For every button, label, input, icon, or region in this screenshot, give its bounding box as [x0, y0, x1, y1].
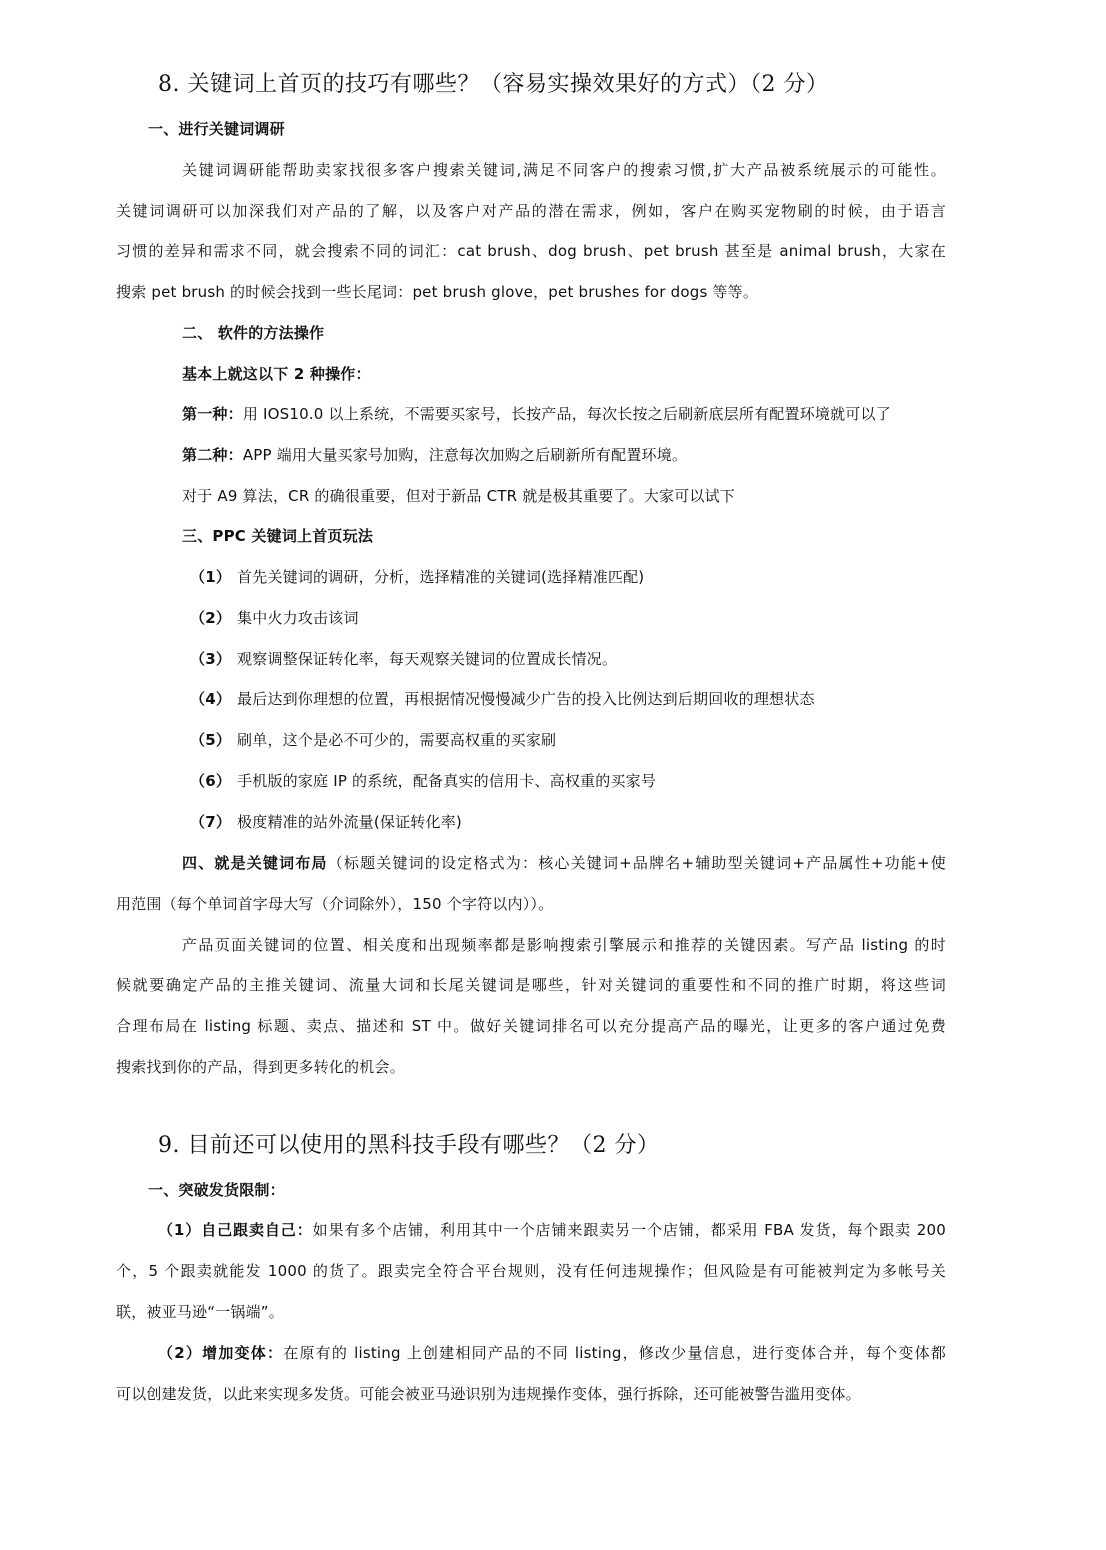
list-item-number: （6） — [190, 772, 232, 790]
list-item-text: 极度精准的站外流量(保证转化率) — [237, 813, 462, 831]
list-item-number: （4） — [190, 690, 232, 708]
q8-s1-para-line-2: 关键词调研可以加深我们对产品的了解，以及客户对产品的潜在需求，例如，客户在购买宠物刷的时候，由于语言 — [116, 202, 946, 220]
q9-point-1-text: 如果有多个店铺，利用其中一个店铺来跟卖另一个店铺，都采用 FBA 发货，每个跟卖 200 — [312, 1221, 946, 1239]
method-2-text: APP 端用大量买家号加购，注意每次加购之后刷新所有配置环境。 — [242, 446, 688, 464]
q8-section-4-line-2: 用范围（每个单词首字母大写（介词除外），150 个字符以内））。 — [116, 895, 554, 913]
q9-point-2-line-2: 可以创建发货，以此来实现多发货。可能会被亚马逊识别为违规操作变体，强行拆除，还可能被警告滥用变体。 — [116, 1385, 861, 1403]
q8-s1-para-line-4: 搜索 pet brush 的时候会找到一些长尾词：pet brush glove，pet brushes for dogs 等等。 — [116, 283, 759, 301]
method-2-label: 第二种： — [182, 446, 243, 464]
method-1-text: 用 IOS10.0 以上系统，不需要买家号，长按产品，每次长按之后刷新底层所有配置环境就可以了 — [242, 405, 891, 423]
method-1-label: 第一种： — [182, 405, 243, 423]
list-item-text: 最后达到你理想的位置，再根据情况慢慢减少广告的投入比例达到后期回收的理想状态 — [237, 690, 815, 708]
q9-point-2-line-1 — [158, 1343, 946, 1363]
list-item — [190, 649, 617, 669]
q9-section-1-heading: 一、突破发货限制： — [148, 1181, 285, 1199]
list-item-number: （5） — [190, 731, 232, 749]
question-8-title: 8. 关键词上首页的技巧有哪些？（容易实操效果好的方式）（2 分） — [158, 72, 829, 97]
list-item — [190, 608, 359, 628]
q8-s4-format-text: （标题关键词的设定格式为：核心关键词+品牌名+辅助型关键词+产品属性+功能+使 — [327, 854, 946, 872]
list-item — [190, 730, 556, 750]
list-item — [190, 567, 644, 587]
list-item-text: 手机版的家庭 IP 的系统，配备真实的信用卡、高权重的买家号 — [237, 772, 657, 790]
list-item-text: 观察调整保证转化率，每天观察关键词的位置成长情况。 — [237, 650, 618, 668]
q8-s4-para-line-4: 搜索找到你的产品，得到更多转化的机会。 — [116, 1058, 405, 1076]
list-item-number: （2） — [190, 609, 232, 627]
q9-point-1-line-1 — [158, 1220, 946, 1240]
list-item — [190, 812, 462, 832]
list-item-number: （1） — [190, 568, 232, 586]
q8-s4-para-line-3: 合理布局在 listing 标题、卖点、描述和 ST 中。做好关键词排名可以充分提高产品的曝光，让更多的客户通过免费 — [116, 1017, 946, 1035]
q8-s2-method-1 — [182, 404, 891, 424]
q9-point-2-label: （2）增加变体： — [158, 1344, 284, 1362]
q9-point-2-text: 在原有的 listing 上创建相同产品的不同 listing，修改少量信息，进行变体合并，每个变体都 — [283, 1344, 946, 1362]
list-item-text: 首先关键词的调研，分析，选择精准的关键词(选择精准匹配) — [237, 568, 645, 586]
q8-section-2-heading: 二、 软件的方法操作 — [182, 324, 325, 342]
q9-point-1-line-3: 联，被亚马逊“一锅端”。 — [116, 1303, 284, 1321]
q8-s1-para-line-1: 关键词调研能帮助卖家找很多客户搜索关键词,满足不同客户的搜索习惯,扩大产品被系统展示的可能性。 — [182, 161, 946, 179]
q8-section-4-heading: 四、就是关键词布局 — [182, 854, 328, 872]
q8-s4-para-line-1: 产品页面关键词的位置、相关度和出现频率都是影响搜索引擎展示和推荐的关键因素。写产品 listing 的时 — [182, 936, 946, 954]
q8-s2-note: 对于 A9 算法，CR 的确很重要，但对于新品 CTR 就是极其重要了。大家可以试下 — [182, 487, 736, 505]
q8-s2-method-2 — [182, 445, 687, 465]
list-item — [190, 771, 656, 791]
q9-point-1-label: （1）自己跟卖自己： — [158, 1221, 313, 1239]
q9-point-1-line-2: 个，5 个跟卖就能发 1000 的货了。跟卖完全符合平台规则，没有任何违规操作；但风险是有可能被判定为多帐号关 — [116, 1262, 946, 1280]
list-item-number: （3） — [190, 650, 232, 668]
q8-section-4-line-1 — [182, 853, 946, 873]
list-item-text: 刷单，这个是必不可少的，需要高权重的买家刷 — [237, 731, 557, 749]
q8-s4-para-line-2: 候就要确定产品的主推关键词、流量大词和长尾关键词是哪些，针对关键词的重要性和不同的推广时期，将这些词 — [116, 976, 946, 994]
list-item — [190, 689, 815, 709]
q8-s1-para-line-3: 习惯的差异和需求不同，就会搜索不同的词汇：cat brush、dog brush、pet brush 甚至是 animal brush，大家在 — [116, 242, 946, 260]
list-item-number: （7） — [190, 813, 232, 831]
list-item-text: 集中火力攻击该词 — [237, 609, 359, 627]
q8-s2-intro: 基本上就这以下 2 种操作： — [182, 365, 371, 383]
question-9-title: 9. 目前还可以使用的黑科技手段有哪些？（2 分） — [158, 1133, 660, 1158]
q8-section-3-heading: 三、PPC 关键词上首页玩法 — [182, 527, 374, 545]
q8-section-1-heading: 一、进行关键词调研 — [148, 120, 285, 138]
